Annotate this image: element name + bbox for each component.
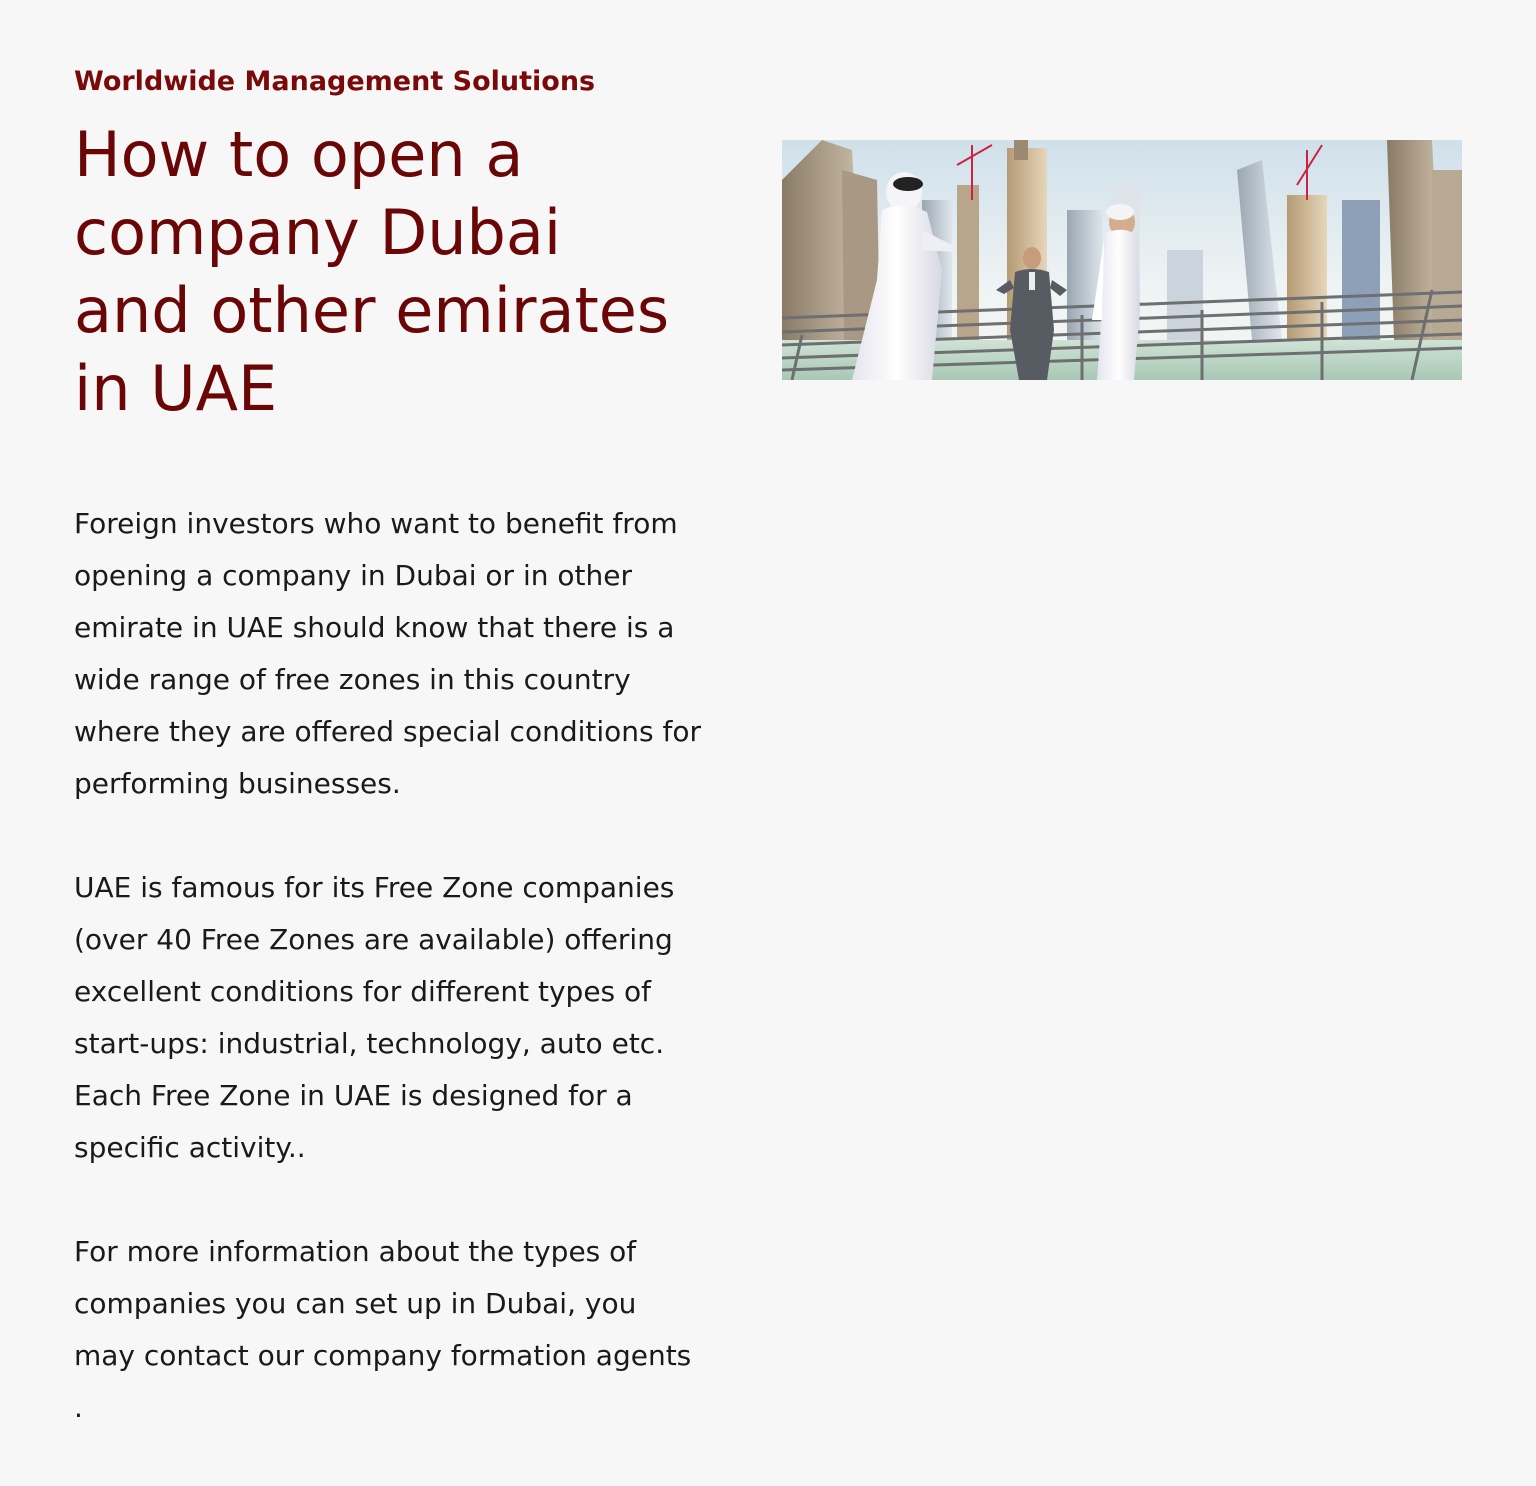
article-body <box>74 498 704 1486</box>
paragraph-contact: For more information about the types of companies you can set up in Dubai, you may contact our company formation agents . <box>74 1235 692 1424</box>
paragraph-intro: Foreign investors who want to benefit from opening a company in Dubai or in other emirate in UAE should know that there is a wide range of free zones in this country where they are offered special conditions for performing businesses. <box>74 507 701 800</box>
page-title: How to open a company Dubai and other emirates in UAE <box>74 118 670 425</box>
hero-image <box>782 140 1462 380</box>
business-meeting-photo-icon <box>782 140 1462 380</box>
header-block <box>74 62 714 428</box>
eyebrow-label: Worldwide Management Solutions <box>74 66 596 97</box>
paragraph-free-zones: UAE is famous for its Free Zone companies (over 40 Free Zones are available) offering excellent conditions for different types of start-ups: industrial, technology, auto etc. Each Free Zone in UAE is designed for a specific activity.. <box>74 871 675 1164</box>
